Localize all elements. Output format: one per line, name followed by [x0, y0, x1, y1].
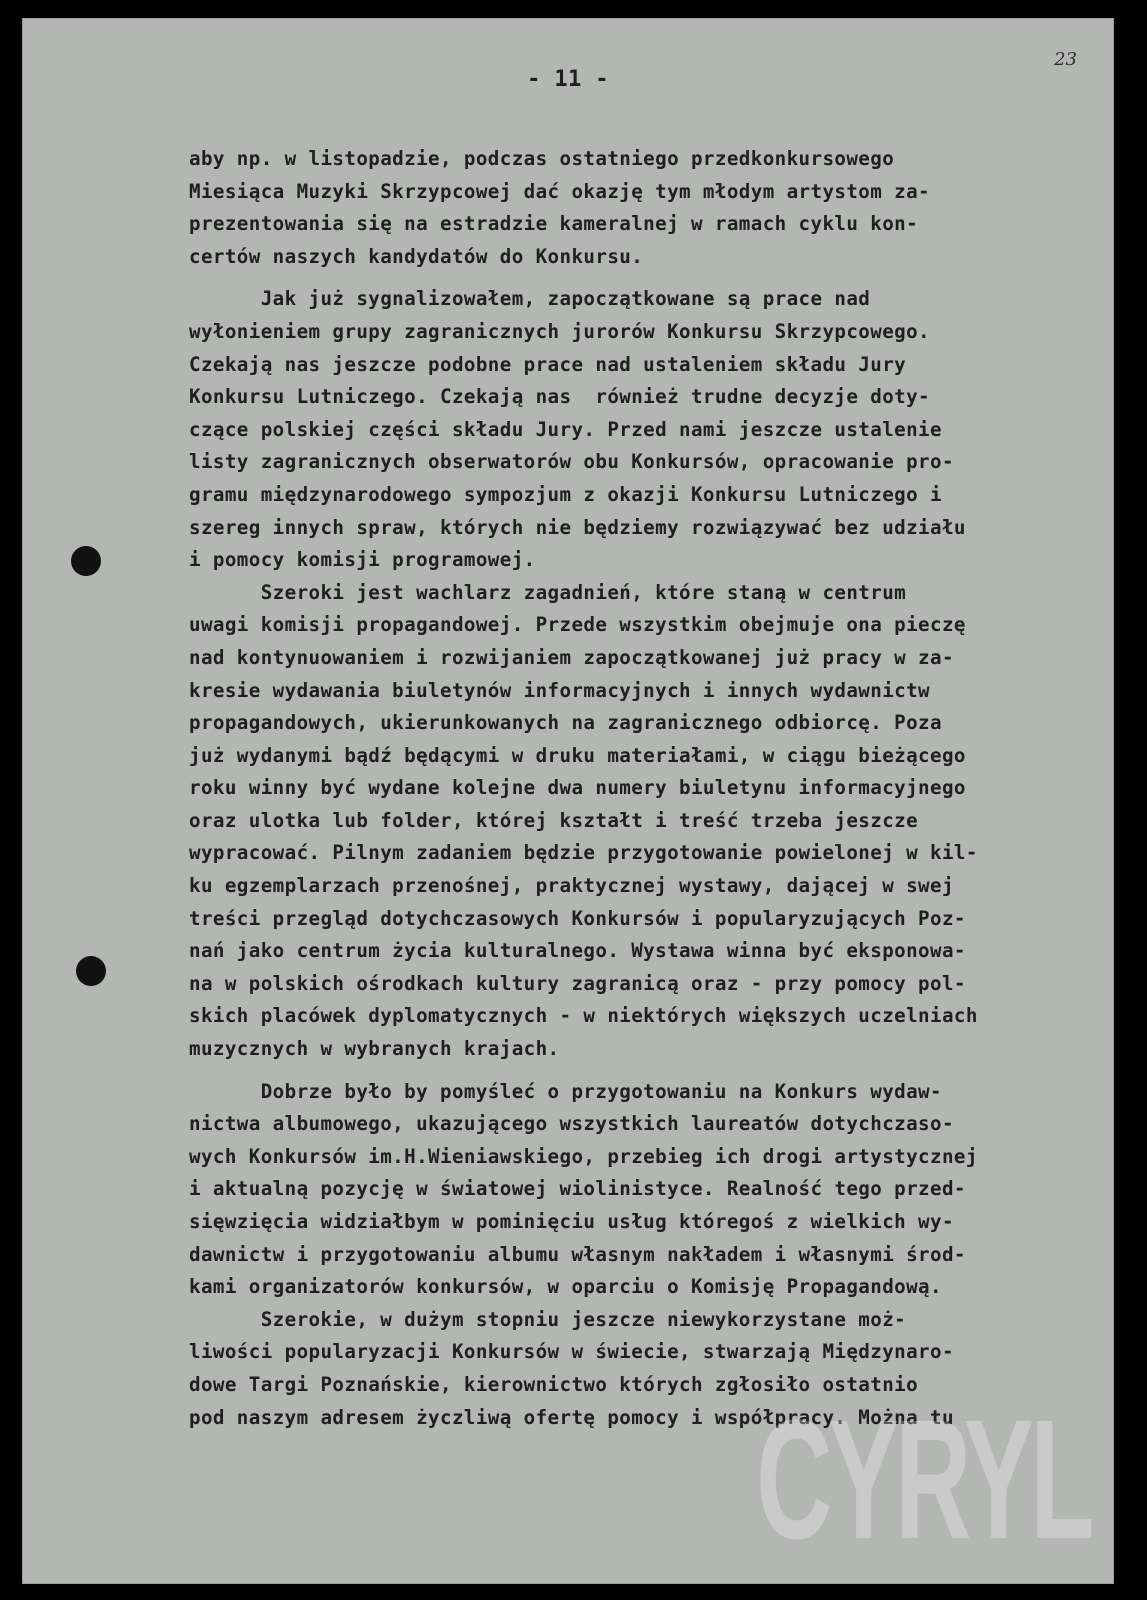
paragraph-gap — [189, 273, 1089, 283]
paragraph-gap — [189, 1066, 1089, 1076]
text-line: roku winny być wydane kolejne dwa numery biuletynu informacyjnego — [189, 776, 966, 800]
text-line: muzycznych w wybranych krajach. — [189, 1037, 560, 1061]
text-line: liwości popularyzacji Konkursów w świecie, stwarzają Międzynaro- — [189, 1340, 954, 1364]
text-line: Miesiąca Muzyki Skrzypcowej dać okazję tym młodym artystom za- — [189, 179, 931, 203]
archive-watermark: CYRYL — [756, 1385, 1091, 1575]
paragraph — [189, 283, 1089, 576]
text-line: i pomocy komisji programowej. — [189, 548, 536, 572]
text-line: oraz ulotka lub folder, której kształt i treść trzeba jeszcze — [189, 808, 919, 832]
text-line: dawnictw i przygotowaniu albumu własnym nakładem i własnymi środ- — [189, 1242, 966, 1266]
text-line: szereg innych spraw, których nie będziemy rozwiązywać bez udziału — [189, 515, 966, 539]
text-line: wyłonieniem grupy zagranicznych jurorów Konkursu Skrzypcowego. — [189, 319, 931, 343]
text-line: wych Konkursów im.H.Wieniawskiego, przebieg ich drogi artystycznej — [189, 1144, 978, 1168]
text-line: na w polskich ośrodkach kultury zagranicą oraz - przy pomocy pol- — [189, 971, 966, 995]
text-line: już wydanymi bądź będącymi w druku materiałami, w ciągu bieżącego — [189, 743, 966, 767]
text-line: listy zagranicznych obserwatorów obu Konkursów, opracowanie pro- — [189, 450, 954, 474]
text-line: nań jako centrum życia kulturalnego. Wystawa winna być eksponowa- — [189, 939, 966, 963]
text-line: treści przegląd dotychczasowych Konkursów i popularyzujących Poz- — [189, 906, 966, 930]
text-line: uwagi komisji propagandowej. Przede wszystkim obejmuje ona pieczę — [189, 613, 966, 637]
text-line: aby np. w listopadzie, podczas ostatniego przedkonkursowego — [189, 147, 895, 170]
text-line: wypracować. Pilnym zadaniem będzie przygotowanie powielonej w kil- — [189, 841, 978, 865]
text-line: Szerokie, w dużym stopniu jeszcze niewykorzystane moż- — [189, 1307, 907, 1331]
document-page — [22, 18, 1114, 1584]
text-line: kami organizatorów konkursów, w oparciu o Komisję Propagandową. — [189, 1275, 942, 1299]
text-line: pod naszym adresem życzliwą ofertę pomocy i współpracy. Można tu — [189, 1405, 954, 1429]
text-line: sięwzięcia widziałbym w pominięciu usług któregoś z wielkich wy- — [189, 1210, 954, 1233]
text-line: skich placówek dyplomatycznych - w niektórych większych uczelniach — [189, 1004, 978, 1028]
typewritten-body — [189, 143, 1089, 1434]
text-line: i aktualną pozycję w światowej wiolinistyce. Realność tego przed- — [189, 1177, 966, 1201]
text-line: Dobrze było by pomyśleć o przygotowaniu na Konkurs wydaw- — [189, 1079, 942, 1103]
text-line: certów naszych kandydatów do Konkursu. — [189, 244, 644, 268]
text-line: propagandowych, ukierunkowanych na zagranicznego odbiorcę. Poza — [189, 711, 942, 735]
archive-page-number: 23 — [1054, 49, 1077, 70]
text-line: Szeroki jest wachlarz zagadnień, które staną w centrum — [189, 580, 907, 604]
text-line: dowe Targi Poznańskie, kierownictwo których zgłosiło ostatnio — [189, 1372, 919, 1396]
text-line: kresie wydawania biuletynów informacyjnych i innych wydawnictw — [189, 678, 931, 702]
text-line: Konkursu Lutniczego. Czekają nas również trudne decyzje doty- — [189, 385, 931, 409]
text-line: gramu międzynarodowego sympozjum z okazji Konkursu Lutniczego i — [189, 482, 942, 506]
paragraph — [189, 577, 1089, 1066]
text-line: nictwa albumowego, ukazującego wszystkich laureatów dotychczaso- — [189, 1112, 954, 1136]
page-number: - 11 - — [527, 67, 609, 92]
text-line: Jak już sygnalizowałem, zapoczątkowane są prace nad — [189, 287, 871, 311]
text-line: czące polskiej części składu Jury. Przed nami jeszcze ustalenie — [189, 417, 942, 441]
text-line: prezentowania się na estradzie kameralnej w ramach cyklu kon- — [189, 212, 919, 236]
text-line: nad kontynuowaniem i rozwijaniem zapoczątkowanej już pracy w za- — [189, 645, 954, 669]
punch-hole-bottom — [76, 956, 106, 986]
punch-hole-top — [71, 546, 101, 576]
text-line: Czekają nas jeszcze podobne prace nad ustaleniem składu Jury — [189, 352, 907, 376]
paragraph — [189, 1076, 1089, 1304]
paragraph — [189, 143, 1089, 273]
text-line: ku egzemplarzach przenośnej, praktycznej wystawy, dającej w swej — [189, 874, 954, 898]
